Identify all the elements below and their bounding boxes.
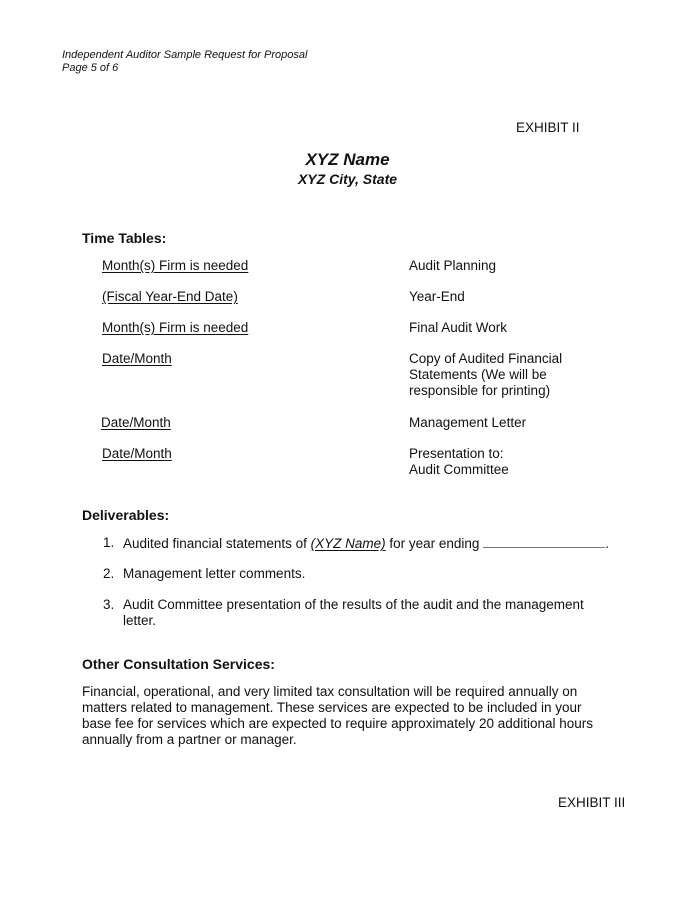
list-item: Management letter comments. [123, 566, 306, 581]
other-services-heading: Other Consultation Services: [82, 656, 275, 672]
list-number: 3. [103, 597, 115, 612]
time-table-what: Year-End [409, 289, 465, 304]
time-table-what: Management Letter [409, 415, 527, 430]
time-table-when: Date/Month [102, 446, 172, 461]
time-table-what: Final Audit Work [409, 320, 508, 335]
org-location: XYZ City, State [297, 171, 398, 187]
time-table-when: Month(s) Firm is needed [102, 258, 249, 273]
list-item-continuation: letter. [123, 613, 157, 628]
deliverables-heading: Deliverables: [82, 507, 170, 523]
other-services-paragraph: Financial, operational, and very limited tax consultation will be required annually on matters related to management. These services are expected to be included in your base fee for services which are expected to require approximately 20 additional hours annually from a partner or manager. [82, 684, 594, 747]
time-table-when: (Fiscal Year-End Date) [102, 289, 238, 304]
year-ending-blank [483, 535, 605, 548]
time-table-what: Presentation to: [409, 446, 504, 461]
time-table-when: Date/Month [102, 351, 172, 366]
time-table-what: Copy of Audited Financial [409, 351, 563, 366]
list-item: Audited financial statements of (XYZ Name) for year ending . [123, 536, 609, 551]
org-name-placeholder: (XYZ Name) [310, 536, 386, 551]
page-indicator: Page 5 of 6 [62, 62, 119, 74]
time-table-what: Audit Committee [409, 462, 509, 477]
list-item: Audit Committee presentation of the results of the audit and the management [123, 597, 584, 612]
list-number: 1. [103, 535, 115, 550]
time-tables-heading: Time Tables: [82, 230, 167, 246]
list-number: 2. [103, 566, 115, 581]
org-name: XYZ Name [305, 150, 390, 169]
time-table-when: Date/Month [101, 415, 171, 430]
exhibit-label-bottom: EXHIBIT III [558, 795, 626, 810]
time-table-what: Statements (We will be [409, 367, 547, 382]
time-table-when: Month(s) Firm is needed [102, 320, 249, 335]
document-title: Independent Auditor Sample Request for Proposal [62, 49, 308, 61]
time-table-what: responsible for printing) [409, 383, 551, 398]
time-table-what: Audit Planning [409, 258, 497, 273]
exhibit-label-top: EXHIBIT II [516, 120, 580, 135]
